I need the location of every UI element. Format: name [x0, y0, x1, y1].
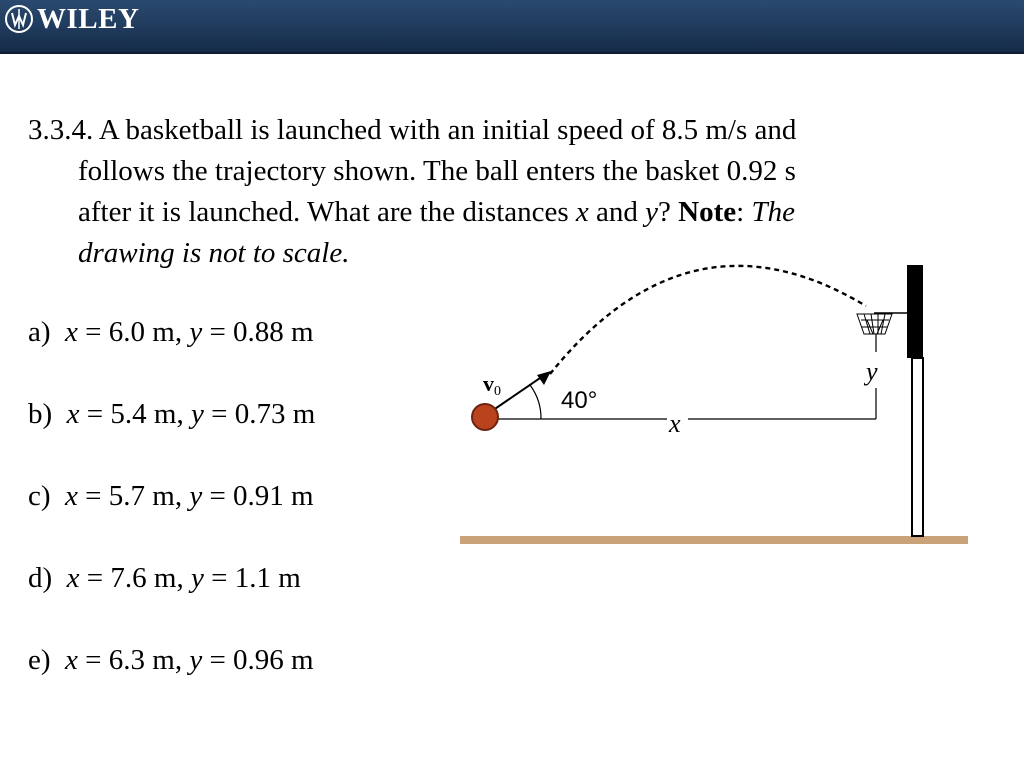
- option-a[interactable]: a) x = 6.0 m, y = 0.88 m: [28, 316, 314, 348]
- question-line-1: 3.3.4. A basketball is launched with an initial speed of 8.5 m/s and: [28, 114, 797, 146]
- hoop-pole: [912, 358, 923, 536]
- option-e[interactable]: e) x = 6.3 m, y = 0.96 m: [28, 644, 314, 676]
- angle-label: 40°: [561, 387, 598, 414]
- trajectory-path: [550, 266, 866, 374]
- question-line-3: after it is launched. What are the distances x and y? Note: The: [78, 196, 795, 228]
- brand-name: WILEY: [37, 3, 140, 35]
- angle-arc: [530, 385, 541, 419]
- backboard: [907, 265, 923, 358]
- velocity-label: v0: [483, 371, 501, 399]
- note-label: Note: [678, 196, 737, 228]
- question-line-2: follows the trajectory shown. The ball enters the basket 0.92 s: [78, 155, 796, 187]
- question-number: 3.3.4.: [28, 114, 94, 146]
- basket-net: [857, 314, 892, 334]
- basketball: [472, 404, 498, 430]
- x-label: x: [669, 409, 681, 438]
- option-d[interactable]: d) x = 7.6 m, y = 1.1 m: [28, 562, 301, 594]
- y-label: y: [866, 357, 878, 386]
- floor: [460, 536, 968, 544]
- option-b[interactable]: b) x = 5.4 m, y = 0.73 m: [28, 398, 316, 430]
- option-c[interactable]: c) x = 5.7 m, y = 0.91 m: [28, 480, 314, 512]
- question-line-4: drawing is not to scale.: [78, 237, 350, 269]
